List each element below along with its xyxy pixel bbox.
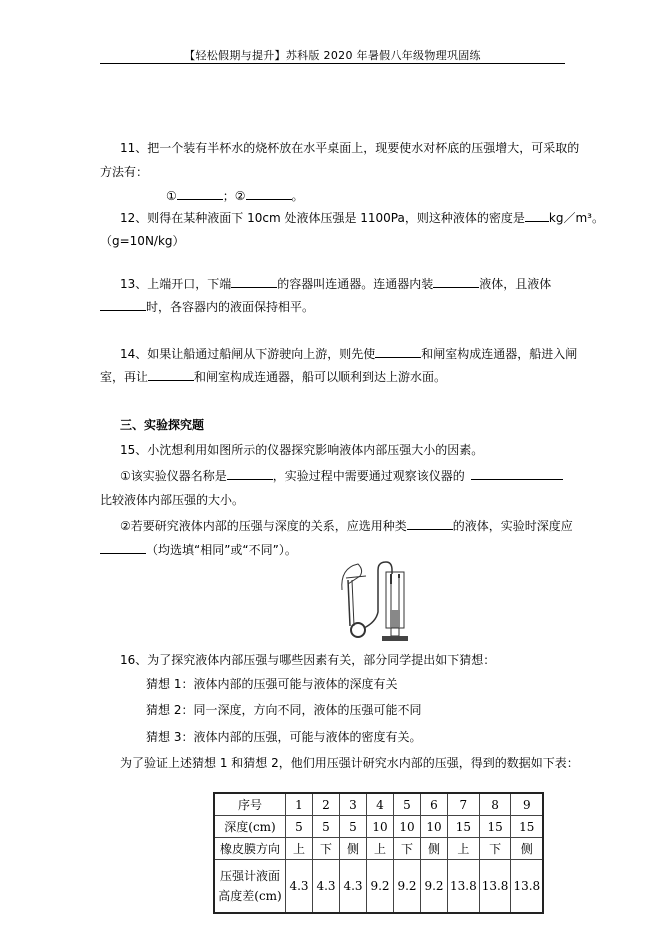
text-segment: ①	[166, 189, 177, 203]
text-segment: 13、上端开口，下端	[120, 277, 232, 291]
table-cell: 上	[286, 838, 313, 860]
text-segment: ②若要研究液体内部的压强与深度的关系，应选用种类	[120, 519, 407, 533]
text-segment: （g=10N/kg）	[100, 234, 185, 248]
table-cell: 上	[367, 838, 394, 860]
text-segment: 15、小沈想利用如图所示的仪器探究影响液体内部压强大小的因素。	[120, 443, 484, 457]
table-cell: 下	[479, 838, 511, 860]
text-line	[146, 702, 421, 718]
row-header: 序号	[214, 793, 286, 816]
table-cell: 13.8	[479, 860, 511, 914]
table-cell: 13.8	[511, 860, 543, 914]
text-line	[120, 467, 563, 484]
text-line	[146, 676, 397, 692]
text-segment: 的容器叫连通器。连通器内装	[277, 277, 434, 291]
table-cell: 下	[394, 838, 421, 860]
text-segment: 和闸室构成连通器，船可以顺利到达上游水面。	[194, 370, 447, 384]
text-segment: 猜想 3：液体内部的压强，可能与液体的密度有关。	[146, 730, 422, 744]
table-row	[214, 816, 543, 838]
fill-in-blank[interactable]	[407, 517, 453, 530]
text-line	[120, 345, 577, 362]
text-segment: ；②	[222, 189, 246, 203]
table-cell: 下	[313, 838, 340, 860]
table-cell: 4	[367, 793, 394, 816]
row-header: 橡皮膜方向	[214, 838, 286, 860]
table-cell: 3	[340, 793, 367, 816]
table-cell: 15	[448, 816, 480, 838]
fill-in-blank[interactable]	[148, 368, 194, 381]
table-cell: 侧	[340, 838, 367, 860]
table-cell: 4.3	[286, 860, 313, 914]
u-tube-manometer-figure	[336, 560, 412, 644]
table-cell: 10	[394, 816, 421, 838]
table-cell: 9	[511, 793, 543, 816]
text-line	[120, 140, 579, 156]
fill-in-blank[interactable]	[100, 541, 146, 554]
fill-in-blank[interactable]	[231, 275, 277, 288]
row-header: 压强计液面高度差(cm)	[214, 860, 286, 914]
text-segment: 猜想 1：液体内部的压强可能与液体的深度有关	[146, 677, 398, 691]
table-cell: 4.3	[340, 860, 367, 914]
text-segment: 液体，且液体	[479, 277, 552, 291]
table-cell: 15	[511, 816, 543, 838]
text-segment: 14、如果让船通过船闸从下游驶向上游，则先使	[120, 347, 376, 361]
fill-in-blank[interactable]	[525, 209, 549, 222]
table-cell: 6	[421, 793, 448, 816]
text-segment: ，实验过程中需要通过观察该仪器的	[272, 469, 465, 483]
text-line	[100, 164, 148, 180]
text-line	[120, 442, 483, 458]
table-row	[214, 860, 543, 914]
text-segment: 室，再让	[100, 370, 149, 384]
text-line	[100, 368, 446, 385]
table-cell: 5	[313, 816, 340, 838]
text-segment: ①该实验仪器名称是	[120, 469, 227, 483]
table-cell: 4.3	[313, 860, 340, 914]
table-cell: 侧	[421, 838, 448, 860]
text-segment: 比较液体内部压强的大小。	[100, 493, 245, 507]
text-segment: kg／m³。	[548, 211, 604, 225]
text-segment: 11、把一个装有半杯水的烧杯放在水平桌面上，现要使水对杯底的压强增大，可采取的	[120, 141, 580, 155]
text-segment: 12、则得在某种液面下 10cm 处液体压强是 1100Pa，则这种液体的密度是	[120, 211, 525, 225]
data-table	[213, 792, 544, 914]
fill-in-blank[interactable]	[433, 275, 479, 288]
text-segment: 猜想 2：同一深度，方向不同，液体的压强可能不同	[146, 703, 422, 717]
text-segment: 为了验证上述猜想 1 和猜想 2，他们用压强计研究水内部的压强，得到的数据如下表：	[120, 756, 579, 770]
row-header: 深度(cm)	[214, 816, 286, 838]
table-cell: 10	[421, 816, 448, 838]
table-cell: 5	[286, 816, 313, 838]
table-cell: 7	[448, 793, 480, 816]
table-cell: 10	[367, 816, 394, 838]
fill-in-blank[interactable]	[227, 467, 273, 480]
header-divider	[100, 63, 565, 64]
table-cell: 侧	[511, 838, 543, 860]
fill-in-blank[interactable]	[471, 467, 563, 480]
text-segment: 16、为了探究液体内部压强与哪些因素有关，部分同学提出如下猜想：	[120, 653, 496, 667]
page-header: 【轻松假期与提升】苏科版 2020 年暑假八年级物理巩固练	[184, 49, 481, 62]
fill-in-blank[interactable]	[246, 187, 292, 200]
table-cell: 9.2	[367, 860, 394, 914]
table-cell: 8	[479, 793, 511, 816]
text-line	[120, 517, 573, 534]
text-segment: 的液体，实验时深度应	[452, 519, 573, 533]
table-cell: 5	[394, 793, 421, 816]
text-line	[120, 652, 495, 668]
table-row	[214, 793, 543, 816]
table-cell: 上	[448, 838, 480, 860]
table-cell: 2	[313, 793, 340, 816]
text-segment: 。	[291, 189, 304, 203]
text-line	[120, 209, 604, 226]
table-cell: 13.8	[448, 860, 480, 914]
text-segment: 和闸室构成连通器，船进入闸	[421, 347, 578, 361]
text-line	[120, 275, 551, 292]
text-segment: 时，各容器内的液面保持相平。	[146, 300, 315, 314]
fill-in-blank[interactable]	[177, 187, 223, 200]
text-segment: （均选填“相同”或“不同”）。	[146, 543, 297, 557]
text-segment: 三、实验探究题	[120, 418, 205, 432]
text-line	[120, 755, 579, 771]
text-line	[100, 492, 244, 508]
table-row	[214, 838, 543, 860]
table-cell: 15	[479, 816, 511, 838]
text-line	[100, 298, 314, 315]
text-segment: 方法有：	[100, 165, 149, 179]
table-cell: 9.2	[394, 860, 421, 914]
fill-in-blank[interactable]	[100, 298, 146, 311]
text-line	[100, 233, 185, 249]
text-line	[100, 541, 297, 558]
table-cell: 1	[286, 793, 313, 816]
text-line	[120, 417, 204, 433]
table-cell: 9.2	[421, 860, 448, 914]
fill-in-blank[interactable]	[375, 345, 421, 358]
text-line	[166, 187, 304, 204]
table-cell: 5	[340, 816, 367, 838]
text-line	[146, 729, 421, 745]
